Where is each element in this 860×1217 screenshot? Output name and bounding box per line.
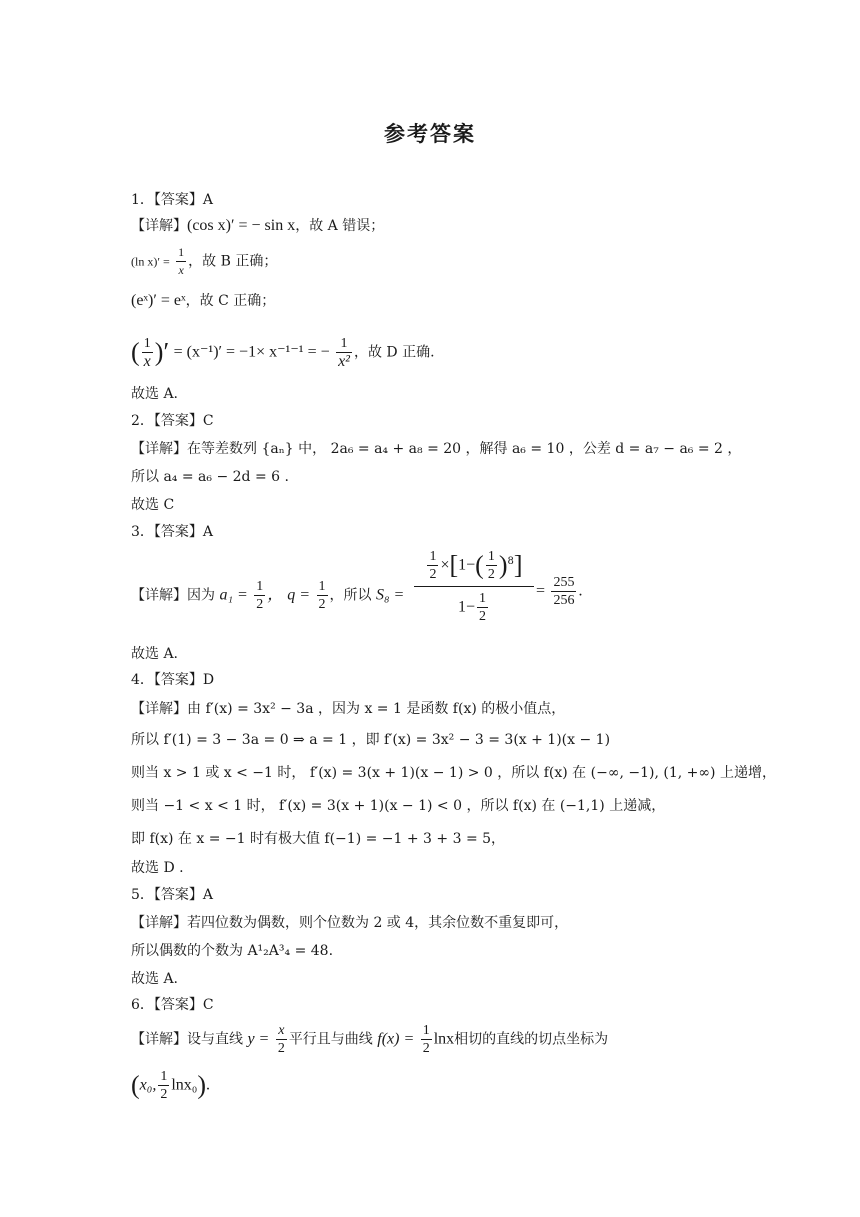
fraction xyxy=(427,548,438,583)
math-expression: ， q = xyxy=(267,586,311,604)
s8-denominator xyxy=(414,587,534,625)
period: . xyxy=(578,582,583,600)
q3-conclusion: 故选 A. xyxy=(131,646,179,662)
numerator: 1 xyxy=(487,549,495,564)
math-expression: x₀, xyxy=(139,1076,157,1094)
q2-detail-line2: 所以 a₄ = a₆ − 2d = 6 . xyxy=(131,469,289,485)
detail-text: 【详解】因为 xyxy=(131,587,215,604)
numerator: x xyxy=(276,1022,287,1040)
exponent: 8 xyxy=(507,555,514,567)
detail-text: ，所以 xyxy=(329,587,372,604)
detail-text: ，故 B 正确； xyxy=(188,253,278,270)
q1-detail-b xyxy=(131,244,277,279)
s8-numerator xyxy=(414,548,534,587)
denominator: x² xyxy=(338,353,350,370)
math-expression: lnx xyxy=(433,1030,455,1048)
denominator: 2 xyxy=(422,1041,430,1056)
q5-detail-line1: 【详解】若四位数为偶数，则个位数为 2 或 4，其余位数不重复即可， xyxy=(131,915,569,931)
bracket-open: [ xyxy=(449,550,459,580)
q2-detail: 【详解】在等差数列 {aₙ} 中， 2a₆ = a₄ + a₈ = 20 ，解得 a₆ = 10 ，公差 d = a₇ − a₆ = 2 ， xyxy=(131,441,742,457)
numerator: 255 xyxy=(553,575,575,590)
paren-open: ( xyxy=(131,1070,140,1100)
denominator: 2 xyxy=(479,609,487,624)
detail-text: ，故 A 错误； xyxy=(295,218,385,234)
paren-close: ) xyxy=(498,550,508,580)
q4-conclusion: 故选 D . xyxy=(131,860,184,876)
q1-detail-c xyxy=(131,292,275,310)
numerator: 1 xyxy=(336,335,352,353)
paren-open: ( xyxy=(131,337,140,367)
denominator: x xyxy=(143,353,151,370)
fraction xyxy=(421,1022,432,1057)
math-expression: (eˣ)′ = eˣ xyxy=(131,292,186,309)
q1-detail-a xyxy=(131,217,384,235)
detail-text: 相切的直线的切点坐标为 xyxy=(454,1031,609,1048)
q2-conclusion: 故选 C xyxy=(131,497,175,513)
math-expression: a₁ = xyxy=(219,586,248,604)
detail-text: 【详解】设与直线 xyxy=(131,1031,243,1048)
denominator: 256 xyxy=(553,593,575,608)
q1-answer: 1．【答案】A xyxy=(131,192,214,208)
denominator: x xyxy=(178,263,184,277)
math-expression: lnx₀ xyxy=(171,1076,198,1094)
fraction xyxy=(254,578,265,613)
math-expression: y = xyxy=(247,1030,270,1048)
fraction xyxy=(158,1068,169,1103)
denominator: 2 xyxy=(160,1087,168,1102)
page-title: 参考答案 xyxy=(384,122,476,146)
q4-detail-line1: 【详解】由 f′(x) = 3x² − 3a ，因为 x = 1 是函数 f(x) 的极小值点， xyxy=(131,701,566,717)
fraction xyxy=(486,548,497,583)
q6-point xyxy=(131,1068,210,1103)
q6-detail xyxy=(131,1022,608,1057)
numerator: 1 xyxy=(422,1023,430,1038)
equals-sign: = xyxy=(536,582,546,600)
q3-detail-row xyxy=(131,578,404,613)
q5-answer: 5．【答案】A xyxy=(131,887,214,903)
math-expression: 1− xyxy=(458,556,476,574)
fraction xyxy=(276,1022,287,1057)
q5-conclusion: 故选 A. xyxy=(131,971,179,987)
bracket-close: ] xyxy=(513,550,523,580)
q3-answer: 3．【答案】A xyxy=(131,524,214,540)
paren-close: ) xyxy=(197,1070,207,1100)
denominator: 2 xyxy=(256,597,264,612)
q4-detail-line4: 则当 −1 < x < 1 时， f′(x) = 3(x + 1)(x − 1) < 0 ，所以 f(x) 在 (−1,1) 上递减， xyxy=(131,798,666,814)
math-expression: (cos x)′ = − sin x xyxy=(187,217,296,234)
numerator: 1 xyxy=(318,579,326,594)
q4-detail-line2: 所以 f′(1) = 3 − 3a = 0 ⇒ a = 1 ，即 f′(x) = 3x² − 3 = 3(x + 1)(x − 1) xyxy=(131,732,611,748)
numerator: 1 xyxy=(176,244,186,262)
math-expression: (ln x)′ = xyxy=(131,254,170,269)
fraction xyxy=(317,578,328,613)
numerator: 1 xyxy=(160,1069,168,1084)
detail-text: ，故 D 正确. xyxy=(353,344,435,361)
numerator: 1 xyxy=(142,335,153,353)
math-expression: f(x) = xyxy=(377,1030,415,1048)
s8-result xyxy=(536,574,582,609)
fraction xyxy=(336,335,352,370)
s8-fraction xyxy=(414,548,534,625)
numerator: 1 xyxy=(479,591,487,606)
math-expression: = (x⁻¹)′ = −1× x⁻¹⁻¹ = − xyxy=(173,343,330,361)
denominator: 2 xyxy=(277,1041,285,1056)
paren-open: ( xyxy=(475,550,484,580)
denominator: 2 xyxy=(429,567,437,582)
detail-label: 【详解】 xyxy=(131,218,187,234)
fraction xyxy=(477,590,488,625)
q5-detail-line2: 所以偶数的个数为 A¹₂A³₄ = 48. xyxy=(131,943,334,959)
numerator: 1 xyxy=(256,579,264,594)
math-expression: S₈ = xyxy=(375,586,405,604)
fraction xyxy=(551,574,576,609)
detail-text: ，故 C 正确； xyxy=(185,293,276,309)
q1-conclusion: 故选 A. xyxy=(131,386,179,402)
period: . xyxy=(206,1076,211,1094)
q4-detail-line5: 即 f(x) 在 x = −1 时有极大值 f(−1) = −1 + 3 + 3 = 5， xyxy=(131,831,506,847)
denominator: 2 xyxy=(487,567,495,582)
denominator: 2 xyxy=(318,597,326,612)
numerator: 1 xyxy=(429,549,437,564)
q6-answer: 6．【答案】C xyxy=(131,997,214,1013)
detail-text: 平行且与曲线 xyxy=(288,1031,373,1048)
times-sign: × xyxy=(440,556,450,574)
fraction xyxy=(176,244,186,279)
paren-close: )′ xyxy=(154,337,170,367)
math-expression: 1− xyxy=(457,598,476,616)
q4-detail-line3: 则当 x > 1 或 x < −1 时， f′(x) = 3(x + 1)(x − 1) > 0 ，所以 f(x) 在 (−∞, −1), (1, +∞) 上递增， xyxy=(131,765,776,781)
q4-answer: 4．【答案】D xyxy=(131,672,215,688)
q1-detail-d xyxy=(131,335,435,370)
fraction xyxy=(142,335,153,370)
q2-answer: 2．【答案】C xyxy=(131,413,214,429)
